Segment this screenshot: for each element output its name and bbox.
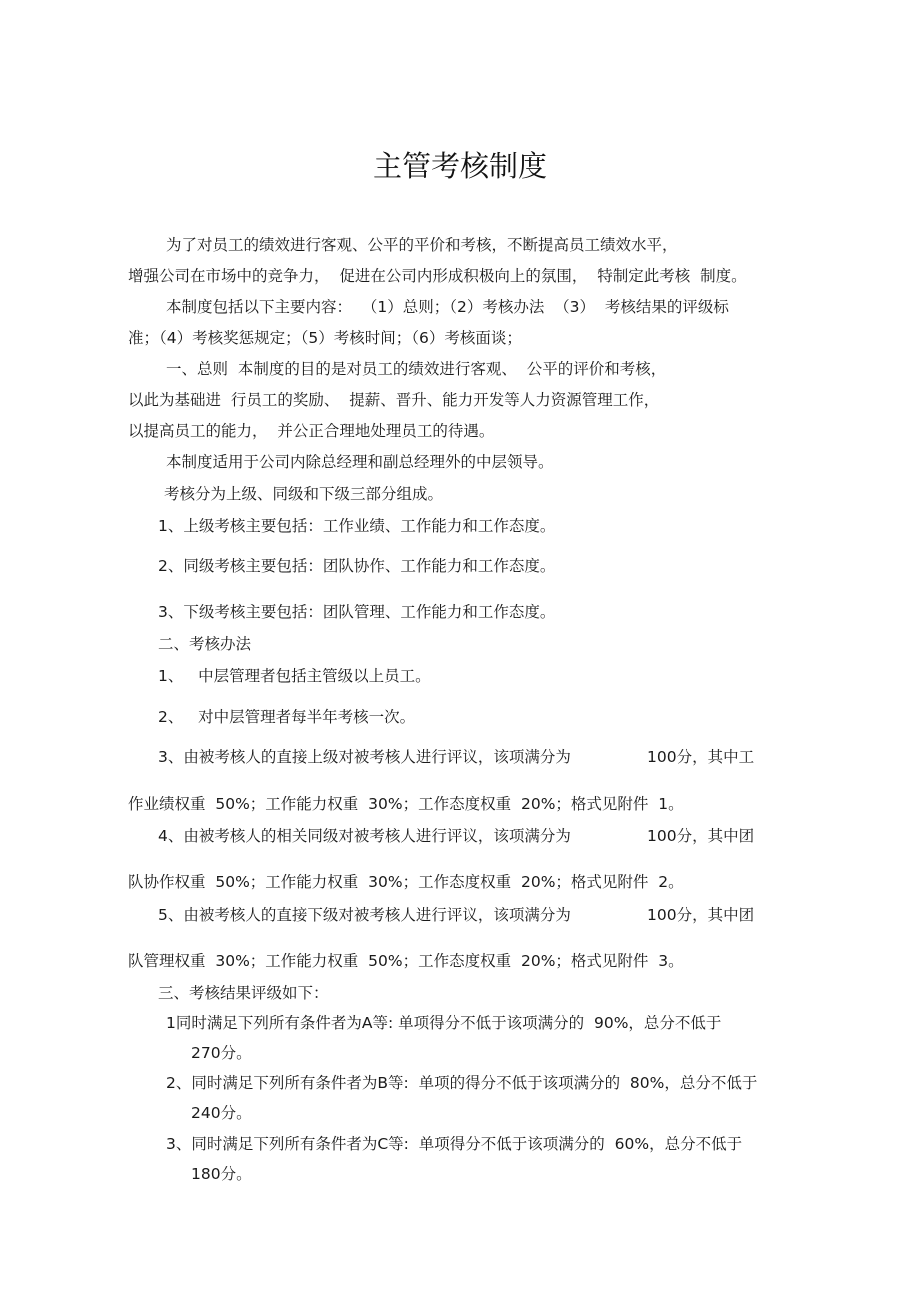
intro-line-3: 本制度包括以下主要内容： （1）总则；（2）考核办法 （3） 考核结果的评级标 [166,298,729,316]
general-line-1: 一、总则 本制度的目的是对员工的绩效进行客观、 公平的评价和考核， [166,360,667,378]
intro-line-4: 准；（4）考核奖惩规定；（5）考核时间；（6）考核面谈； [128,329,522,347]
method-item-1: 1、 中层管理者包括主管级以上员工。 [158,667,431,685]
grade-c-line-1: 3、同时满足下列所有条件者为C等: 单项得分不低于该项满分的 60%，总分不低于 [166,1135,743,1153]
method-item-5-weights: 队管理权重 30%；工作能力权重 50%；工作态度权重 20%；格式见附件 3。 [128,952,684,970]
method-item-2: 2、 对中层管理者每半年考核一次。 [158,708,416,726]
general-item-2: 2、同级考核主要包括：团队协作、工作能力和工作态度。 [158,557,556,575]
grade-b-line-2: 240分。 [191,1104,252,1122]
general-line-5: 考核分为上级、同级和下级三部分组成。 [164,485,444,503]
intro-line-1: 为了对员工的绩效进行客观、公平的平价和考核，不断提高员工绩效水平， [166,236,678,254]
method-item-4-lead: 4、由被考核人的相关同级对被考核人进行评议，该项满分为 [158,827,571,845]
general-line-3: 以提高员工的能力， 并公正合理地处理员工的待遇。 [128,422,495,440]
method-item-4-score: 100分，其中团 [647,827,755,845]
method-item-5-lead: 5、由被考核人的直接下级对被考核人进行评议，该项满分为 [158,906,571,924]
grade-a-line-1: 1同时满足下列所有条件者为A等: 单项得分不低于该项满分的 90%，总分不低于 [166,1014,722,1032]
grade-a-line-2: 270分。 [191,1044,252,1062]
general-item-1: 1、上级考核主要包括：工作业绩、工作能力和工作态度。 [158,517,556,535]
grade-c-line-2: 180分。 [191,1165,252,1183]
method-item-3-lead: 3、由被考核人的直接上级对被考核人进行评议，该项满分为 [158,748,571,766]
document-title: 主管考核制度 [372,149,547,183]
grade-b-line-1: 2、同时满足下列所有条件者为B等: 单项的得分不低于该项满分的 80%，总分不低于 [166,1074,758,1092]
general-line-4: 本制度适用于公司内除总经理和副总经理外的中层领导。 [166,453,554,471]
method-item-3-weights: 作业绩权重 50%；工作能力权重 30%；工作态度权重 20%；格式见附件 1。 [128,795,684,813]
method-item-3-score: 100分，其中工 [647,748,755,766]
general-line-2: 以此为基础进 行员工的奖励、 提薪、晋升、能力开发等人力资源管理工作， [128,391,660,409]
method-item-4-weights: 队协作权重 50%；工作能力权重 30%；工作态度权重 20%；格式见附件 2。 [128,873,684,891]
method-heading: 二、考核办法 [158,635,252,653]
method-item-5-score: 100分，其中团 [647,906,755,924]
intro-line-2: 增强公司在市场中的竞争力， 促进在公司内形成积极向上的氛围， 特制定此考核 制度。 [128,267,747,285]
grading-heading: 三、考核结果评级如下： [158,984,329,1002]
general-item-3: 3、下级考核主要包括：团队管理、工作能力和工作态度。 [158,603,556,621]
